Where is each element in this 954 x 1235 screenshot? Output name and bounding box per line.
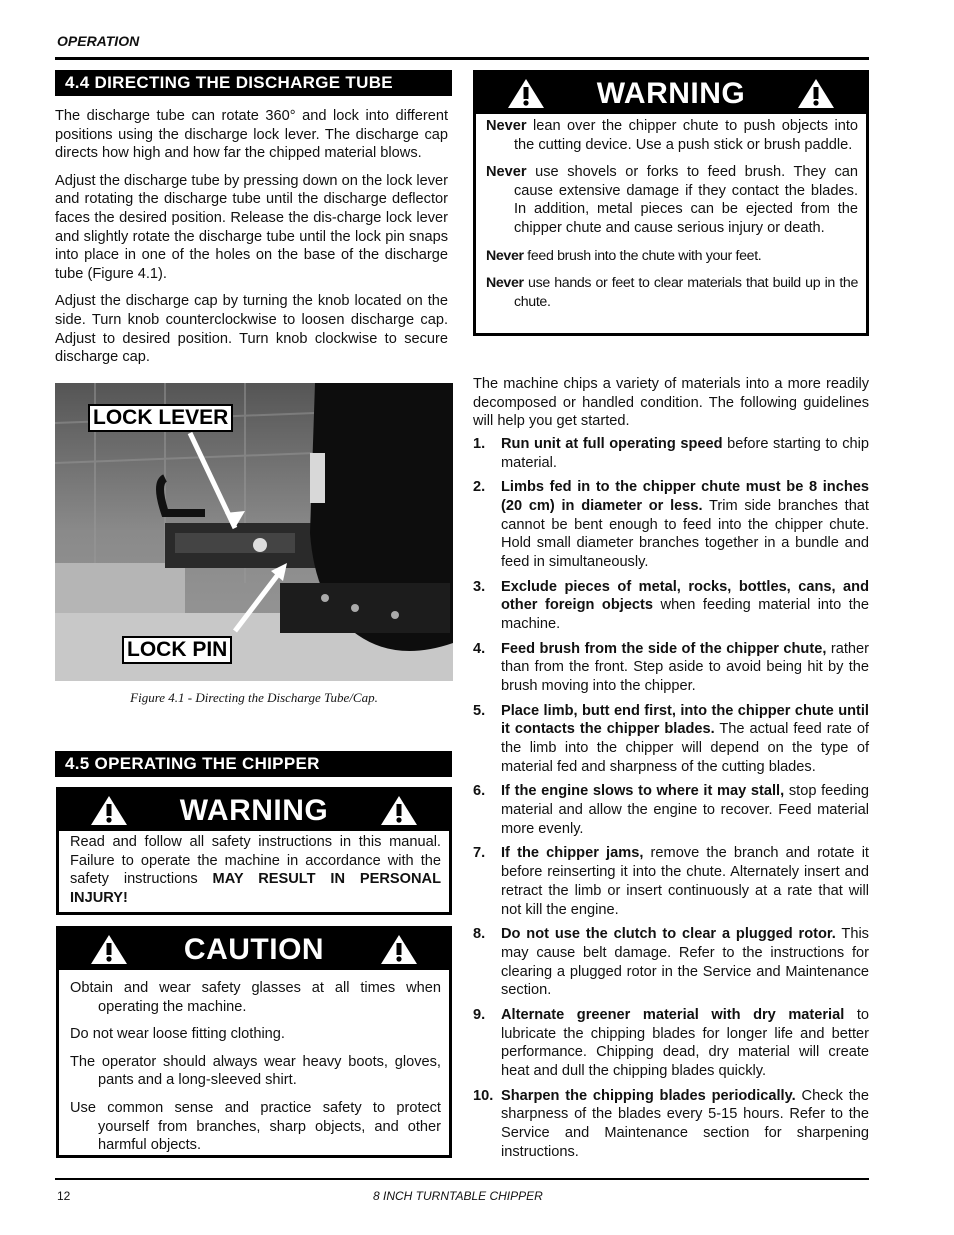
section-4-4-body	[55, 107, 448, 367]
list-item: 6. If the engine slows to where it may stall, stop feeding material and allow the engine to recover. Feed material more evenly.	[473, 783, 869, 837]
intro-paragraph: The machine chips a variety of materials into a more readily decomposed or handled condition. The following guidelines will help you get started.	[473, 376, 869, 430]
operating-guidelines	[473, 375, 869, 1167]
paragraph: Adjust the discharge tube by pressing down on the lock lever and rotating the discharge tube until the discharge deflector faces the desired position. Release the dis-charge lock lever and slightly rotate the discharge tube until the lock pin snaps into place in one of the holes on the base of the discharge tube (Figure 4.1).	[55, 172, 448, 282]
warning-title: WARNING	[596, 77, 746, 110]
warning-item: Never use hands or feet to clear materials that build up in the chute.	[486, 275, 858, 310]
warning-box-feeding	[473, 70, 869, 336]
list-item: 7. If the chipper jams, remove the branch and rotate it before reinserting it into the chute. Alternately insert and retract the limb or insert continuously at a rate that will not kill the engine.	[473, 845, 869, 918]
list-item: 4. Feed brush from the side of the chipper chute, rather than from the front. Step aside to avoid being hit by the brush moving into the chipper.	[473, 640, 869, 695]
warning-item: Never use shovels or forks to feed brush. They can cause extensive damage if they contact the blades. In addition, metal pieces can be ejected from the chipper chute and cause serious injury or death.	[486, 164, 858, 236]
caution-title: CAUTION	[183, 933, 325, 966]
list-item: 3. Exclude pieces of metal, rocks, bottles, cans, and other foreign objects when feeding material into the machine.	[473, 578, 870, 633]
warning-triangle-icon	[379, 794, 419, 827]
caution-box	[56, 926, 452, 1158]
warning-box-manual	[56, 787, 452, 915]
section-4-5-title: 4.5 OPERATING THE CHIPPER	[55, 751, 452, 777]
list-item: 10. Sharpen the chipping blades periodically. Check the sharpness of the blades every 5-15 hours. Refer to the Service and Maintenance section for sharpening instructions.	[473, 1087, 870, 1161]
warning-box-header	[476, 73, 866, 114]
warning-title: WARNING	[179, 794, 329, 827]
header-rule	[55, 57, 869, 60]
list-item: 9. Alternate greener material with dry material to lubricate the chipping blades for longer life and better performance. Chipping dead, dry material will create heat and dull the chipping blades quickly.	[473, 1006, 869, 1080]
warning-box-header	[59, 790, 449, 831]
list-item: 8. Do not use the clutch to clear a plugged rotor. This may cause belt damage. Refer to the instructions for clearing a plugged rotor in the Service and Maintenance section.	[473, 926, 869, 999]
paragraph: The discharge tube can rotate 360° and lock into different positions using the discharge lock lever. The discharge cap directs how high and how far the chipped material blows.	[55, 108, 448, 162]
caution-item: Do not wear loose fitting clothing.	[70, 1026, 285, 1043]
section-running-header: OPERATION	[57, 33, 140, 49]
steps-list	[473, 435, 869, 1162]
list-item: 5. Place limb, butt end first, into the chipper chute until it contacts the chipper blades. The actual feed rate of the limb into the chipper will depend on the type of material fed and sharpness of the cutting blades.	[473, 702, 869, 775]
callout-lock-lever: LOCK LEVER	[88, 404, 233, 432]
caution-box-header	[59, 929, 449, 970]
caution-box-body	[59, 970, 449, 1155]
warning-triangle-icon	[796, 77, 836, 110]
warning-box-body	[59, 831, 449, 907]
figure-4-1-photo	[55, 383, 453, 681]
warning-item: Never feed brush into the chute with your feet.	[486, 247, 762, 264]
warning-item: Never lean over the chipper chute to push objects into the cutting device. Use a push stick or brush paddle.	[486, 118, 858, 153]
caution-item: Use common sense and practice safety to protect yourself from branches, sharp objects, and other harmful objects.	[70, 1099, 441, 1154]
warning-text: Read and follow all safety instructions in this manual. Failure to operate the machine in accordance with the safety instructions MAY RESULT IN PERSONAL INJURY!	[70, 834, 441, 906]
caution-triangle-icon	[379, 933, 419, 966]
caution-item: The operator should always wear heavy boots, gloves, pants and a long-sleeved shirt.	[70, 1053, 441, 1089]
footer-title: 8 INCH TURNTABLE CHIPPER	[373, 1189, 543, 1203]
list-item: 2. Limbs fed in to the chipper chute must be 8 inches (20 cm) in diameter or less. Trim side branches that cannot be bent enough to feed into the chipper chute. Hold small diameter branches together in a bundle and feed in simultaneously.	[473, 478, 869, 571]
page-number: 12	[57, 1189, 71, 1203]
caution-item: Obtain and wear safety glasses at all times when operating the machine.	[70, 980, 441, 1015]
warning-box-body	[476, 114, 866, 324]
paragraph: Adjust the discharge cap by turning the knob located on the side. Turn knob counterclockwise to loosen discharge cap. Adjust to desired position. Turn knob clockwise to secure discharge cap.	[55, 293, 448, 366]
figure-caption: Figure 4.1 - Directing the Discharge Tube/Cap.	[130, 690, 378, 705]
list-item: 1. Run unit at full operating speed before starting to chip material.	[473, 435, 869, 471]
section-4-4-title: 4.4 DIRECTING THE DISCHARGE TUBE	[55, 70, 452, 96]
footer-rule	[55, 1178, 869, 1180]
callout-lock-pin: LOCK PIN	[122, 636, 232, 664]
